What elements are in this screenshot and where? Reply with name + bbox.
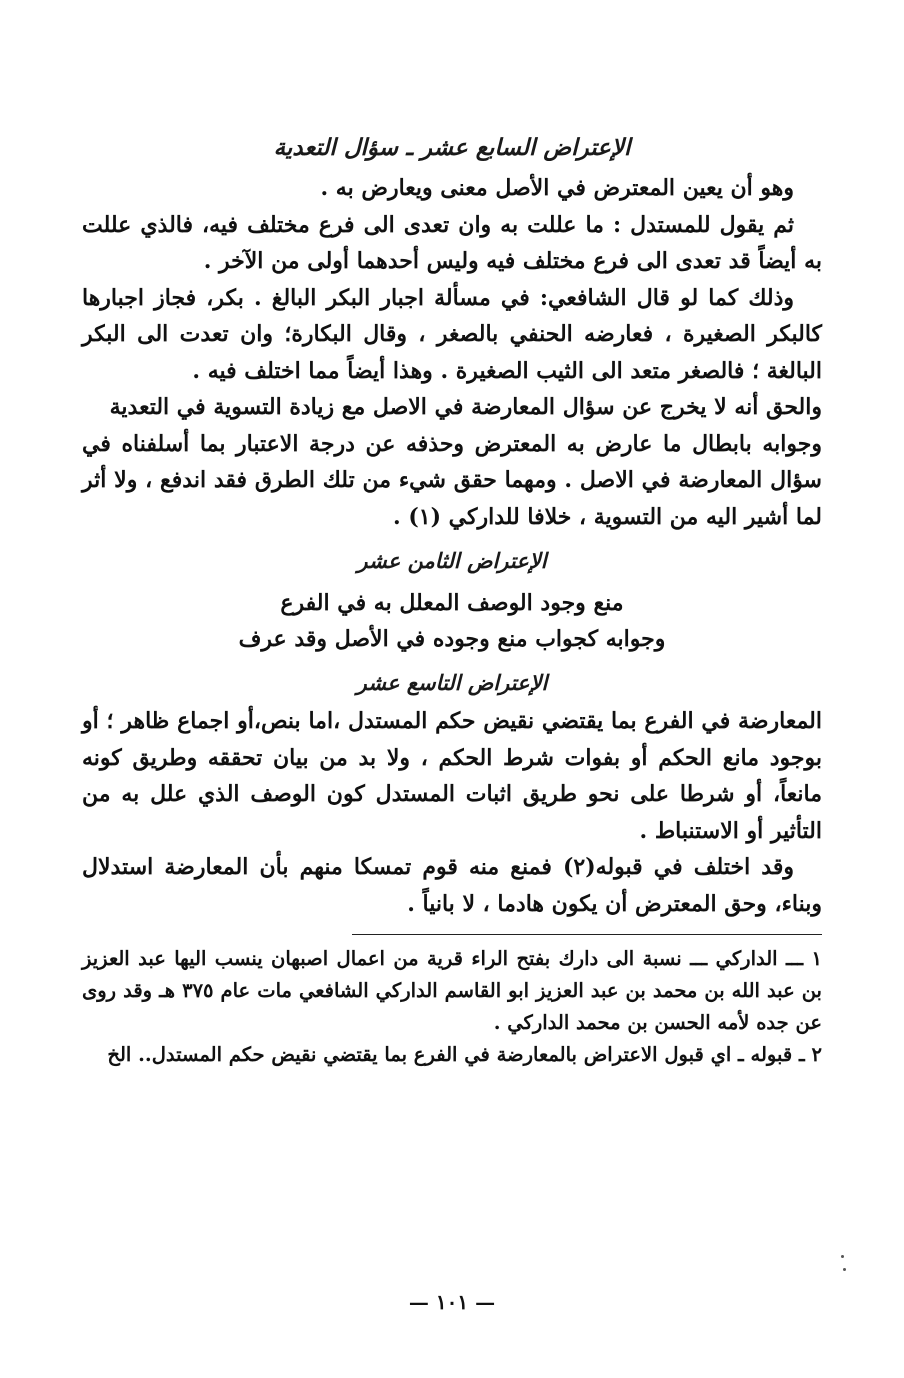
page-number: — ١٠١ — [408,1290,496,1314]
paragraph: وجوابه بابطال ما عارض به المعترض وحذفه عن درجة الاعتبار بما أسلفناه في سؤال المعارضة في الاصل . ومهما حقق شيء من تلك الطرق فقد اندفع ، ولا أثر لما أشير اليه من التسوية ، خلافا للداركي (١) . [82,430,822,530]
speck-mark [841,1255,844,1258]
footnote: ١ ـــ الداركي ـــ نسبة الى دارك بفتح الراء قرية من اعمال اصبهان ينسب اليها عبد العزيز بن عبد الله بن محمد بن عبد العزيز ابو القاسم الداركي الشافعي مات عام ٣٧٥ هـ وقد روى عن جده لأمه الحسن بن محمد الداركي . [82,947,822,1034]
footnote: ٢ ـ قبوله ـ اي قبول الاعتراض بالمعارضة في الفرع بما يقتضي نقيض حكم المستدل.. الخ [107,1043,822,1066]
footnote-divider [352,934,822,935]
paragraph: منع وجود الوصف المعلل به في الفرع [280,590,624,616]
paragraph: المعارضة في الفرع بما يقتضي نقيض حكم المستدل ،اما بنص،أو اجماع ظاهر ؛ أو بوجود مانع الحكم أو بفوات شرط الحكم ، ولا بد من بيان تحققه وطريق كونه مانعاً، أو شرطا على نحو طريق اثبات المستدل كون الوصف الذي علل به من التأثير أو الاستنباط . [82,708,822,844]
paragraph: وذلك كما لو قال الشافعي: في مسألة اجبار البكر البالغ . بكر، فجاز اجبارها كالبكر الصغيرة ، فعارضه الحنفي بالصغر ، وقال البكارة؛ وان تعدت الى البكر البالغة ؛ فالصغر متعد الى الثيب الصغيرة . وهذا أيضاً مما اختلف فيه . [82,284,822,384]
section-heading-18: الإعتراض الثامن عشر [357,548,547,573]
paragraph: ثم يقول للمستدل : ما عللت به وان تعدى الى فرع مختلف فيه، فالذي عللت به أيضاً قد تعدى الى فرع مختلف فيه وليس أحدهما أولى من الآخر . [82,211,822,274]
paragraph: وهو أن يعين المعترض في الأصل معنى ويعارض به . [320,175,794,201]
section-heading-17: الإعتراض السابع عشر ـ سؤال التعدية [273,134,631,161]
paragraph: والحق أنه لا يخرج عن سؤال المعارضة في الاصل مع زيادة التسوية في التعدية [109,394,822,420]
paragraph: وقد اختلف في قبوله(٢) فمنع منه قوم تمسكا منهم بأن المعارضة استدلال وبناء، وحق المعترض أن يكون هادما ، لا بانياً . [82,854,822,917]
speck-mark [843,1268,846,1271]
paragraph: وجوابه كجواب منع وجوده في الأصل وقد عرف [238,626,666,652]
section-heading-19: الإعتراض التاسع عشر [356,670,548,695]
section-18-text [82,585,822,657]
